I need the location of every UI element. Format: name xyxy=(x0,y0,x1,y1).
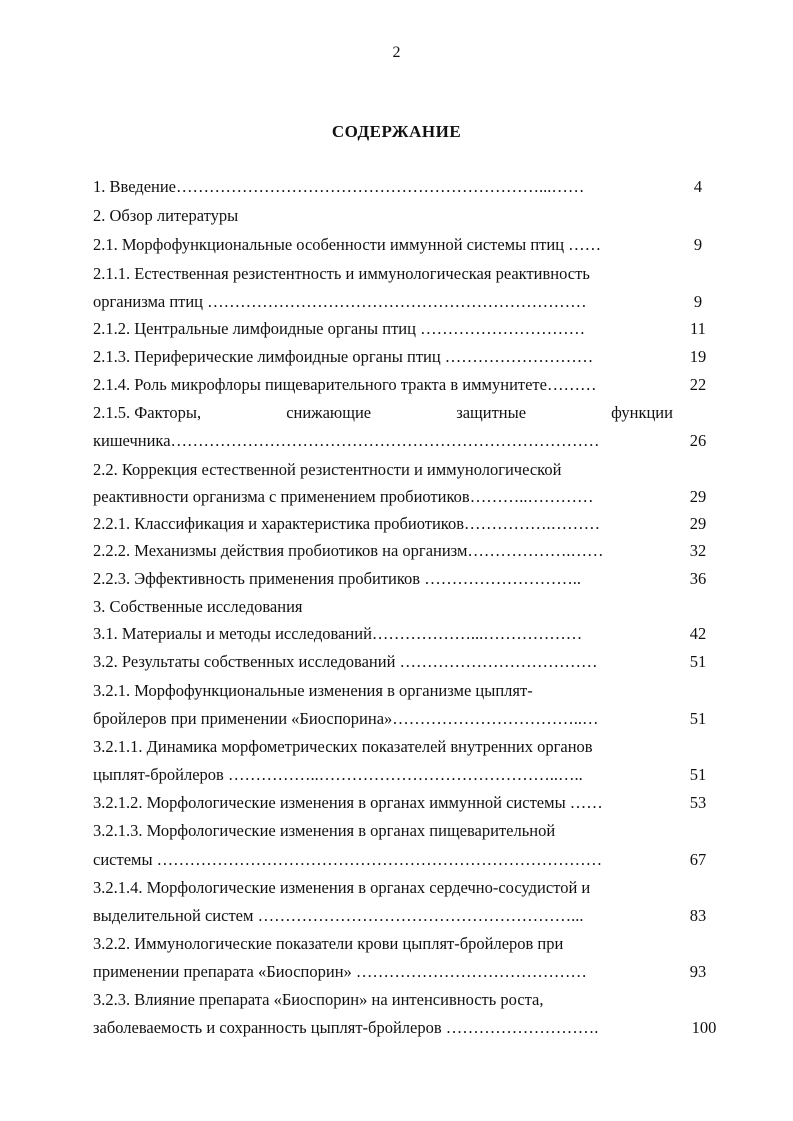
toc-page-number: 4 xyxy=(693,177,703,196)
toc-word: защитные xyxy=(456,403,527,422)
toc-page-number: 83 xyxy=(689,906,707,925)
toc-page-number: 29 xyxy=(689,487,707,506)
toc-line: 3.2.1.1. Динамика морфометрических показателей внутренних органов xyxy=(93,737,593,756)
toc-line: 2.1.2. Центральные лимфоидные органы птиц ………………………… xyxy=(93,319,586,338)
toc-line: системы ……………………………………………………………………… xyxy=(93,850,603,869)
toc-line: 2.1.1. Естественная резистентность и иммунологическая реактивность xyxy=(93,264,590,283)
toc-page-number: 51 xyxy=(689,652,707,671)
toc-page-number: 42 xyxy=(689,624,707,643)
toc-line: 3. Собственные исследования xyxy=(93,597,303,616)
toc-page-number: 93 xyxy=(689,962,707,981)
page-title: СОДЕРЖАНИЕ xyxy=(331,122,462,141)
toc-word: снижающие xyxy=(286,403,372,422)
toc-line: 3.2.1. Морфофункциональные изменения в организме цыплят- xyxy=(93,681,533,700)
toc-page-number: 32 xyxy=(689,541,707,560)
toc-word: 2.1.5. Факторы, xyxy=(93,403,202,422)
toc-page-number: 51 xyxy=(689,709,707,728)
toc-line: организма птиц …………………………………………………………… xyxy=(93,292,587,311)
toc-line: 3.1. Материалы и методы исследований………………...……………… xyxy=(93,624,583,643)
toc-page-number: 36 xyxy=(689,569,707,588)
toc-line: 1. Введение…………………………………………………………...…… xyxy=(93,177,585,196)
toc-line: 3.2.1.3. Морфологические изменения в органах пищеварительной xyxy=(93,821,556,840)
toc-page-number: 53 xyxy=(689,793,707,812)
toc-line: 3.2.2. Иммунологические показатели крови цыплят-бройлеров при xyxy=(93,934,564,953)
page-number: 2 xyxy=(392,44,401,61)
toc-line: 2.1.3. Периферические лимфоидные органы птиц ……………………… xyxy=(93,347,594,366)
toc-line-justified xyxy=(93,400,673,426)
toc-line: кишечника…………………………………………………………………… xyxy=(93,431,600,450)
toc-line: заболеваемость и сохранность цыплят-бройлеров ………………………. xyxy=(93,1018,599,1037)
toc-page-number: 51 xyxy=(689,765,707,784)
toc-line: 3.2. Результаты собственных исследований ……………………………… xyxy=(93,652,598,671)
toc-line: 3.2.1.2. Морфологические изменения в органах иммунной системы …… xyxy=(93,793,603,812)
toc-line: 2.1. Морфофункциональные особенности иммунной системы птиц …… xyxy=(93,235,602,254)
toc-line: реактивности организма с применением пробиотиков………..………… xyxy=(93,487,594,506)
toc-line: 3.2.3. Влияние препарата «Биоспорин» на интенсивность роста, xyxy=(93,990,544,1009)
toc-line: 2.2.3. Эффективность применения пробитиков ……………………….. xyxy=(93,569,581,588)
toc-line: бройлеров при применении «Биоспорина»……………………………..… xyxy=(93,709,599,728)
toc-line: 2.2. Коррекция естественной резистентности и иммунологической xyxy=(93,460,562,479)
toc-line: выделительной систем …………………………………………………... xyxy=(93,906,584,925)
toc-page-number: 67 xyxy=(689,850,707,869)
toc-line: 2.1.4. Роль микрофлоры пищеварительного тракта в иммунитете……… xyxy=(93,375,597,394)
toc-line: 2.2.1. Классификация и характеристика пробиотиков…………….……… xyxy=(93,514,601,533)
toc-line: цыплят-бройлеров ……………..……………………………………..….. xyxy=(93,765,583,784)
toc-line: применении препарата «Биоспорин» …………………………………… xyxy=(93,962,587,981)
toc-page-number: 11 xyxy=(690,319,706,338)
toc-word: функции xyxy=(611,403,673,422)
toc-page-number: 9 xyxy=(693,292,703,311)
toc-page-number: 9 xyxy=(693,235,703,254)
toc-page-number: 29 xyxy=(689,514,707,533)
toc-page-number: 26 xyxy=(689,431,707,450)
toc-line: 3.2.1.4. Морфологические изменения в органах сердечно-сосудистой и xyxy=(93,878,591,897)
toc-line: 2.2.2. Механизмы действия пробиотиков на организм……………….…… xyxy=(93,541,604,560)
toc-page-number: 100 xyxy=(691,1018,717,1037)
toc-page-number: 22 xyxy=(689,375,707,394)
toc-page-number: 19 xyxy=(689,347,707,366)
toc-line: 2. Обзор литературы xyxy=(93,206,239,225)
